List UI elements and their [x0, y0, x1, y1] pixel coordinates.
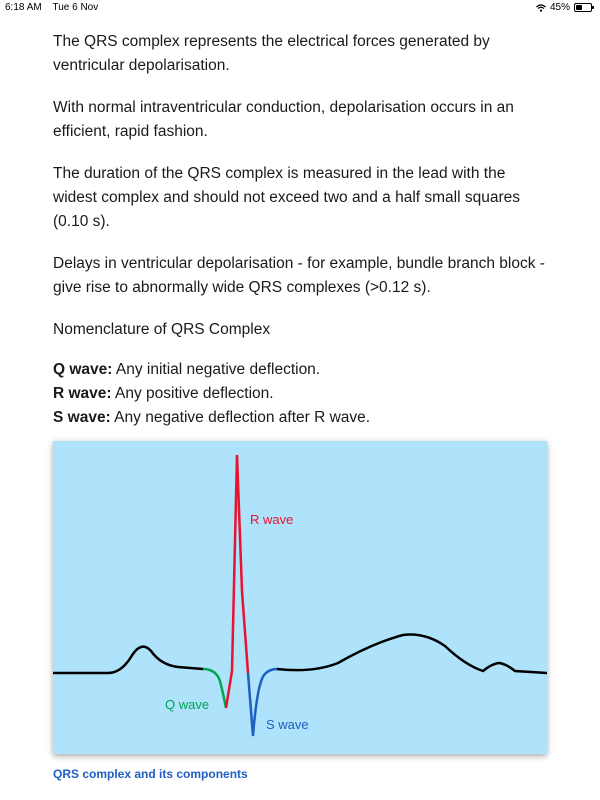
paragraph-normal-conduction: With normal intraventricular conduction, depolarisation occurs in an efficient, rapid fashion.: [53, 99, 514, 140]
r-wave-definition: [53, 382, 553, 406]
s-wave-definition: [53, 406, 553, 430]
status-bar: [0, 0, 600, 16]
q-wave-definition: [53, 358, 553, 382]
figure-caption: QRS complex and its components: [53, 767, 248, 781]
ecg-baseline-p-wave: [53, 647, 203, 673]
status-date: Tue 6 Nov: [52, 2, 99, 13]
s-wave-label: S wave: [266, 717, 309, 732]
battery-percent: 45%: [549, 2, 570, 13]
qrs-diagram-svg: [53, 441, 547, 754]
s-wave-text: Any negative deflection after R wave.: [110, 409, 371, 426]
wave-definitions: [53, 358, 553, 430]
paragraph-delays: Delays in ventricular depolarisation - for example, bundle branch block - give rise to abnormally wide QRS complexes (>0.12 s).: [53, 255, 545, 296]
q-wave-text: Any initial negative deflection.: [112, 361, 321, 378]
paragraph-duration: The duration of the QRS complex is measured in the lead with the widest complex and should not exceed two and a half small squares (0.10 s).: [53, 165, 520, 230]
ecg-t-u-wave: [277, 634, 547, 673]
r-wave-term: R wave:: [53, 385, 112, 402]
wifi-icon: [536, 4, 546, 12]
qrs-diagram[interactable]: [53, 441, 547, 754]
s-wave-term: S wave:: [53, 409, 111, 426]
q-wave-term: Q wave:: [53, 361, 113, 378]
nomenclature-heading: Nomenclature of QRS Complex: [53, 321, 271, 338]
status-time: 6:18 AM: [5, 2, 42, 13]
status-right: [536, 2, 592, 13]
paragraph-qrs-intro: The QRS complex represents the electrical forces generated by ventricular depolarisation.: [53, 33, 490, 74]
battery-icon: [574, 3, 592, 12]
r-wave-label: R wave: [250, 512, 294, 527]
q-wave-label: Q wave: [165, 697, 210, 712]
battery-fill: [576, 5, 582, 10]
battery-tip: [592, 6, 594, 9]
r-wave-text: Any positive deflection.: [111, 385, 274, 402]
status-left: [5, 2, 98, 13]
article-body: [53, 30, 553, 430]
r-wave-segment: [226, 455, 248, 708]
